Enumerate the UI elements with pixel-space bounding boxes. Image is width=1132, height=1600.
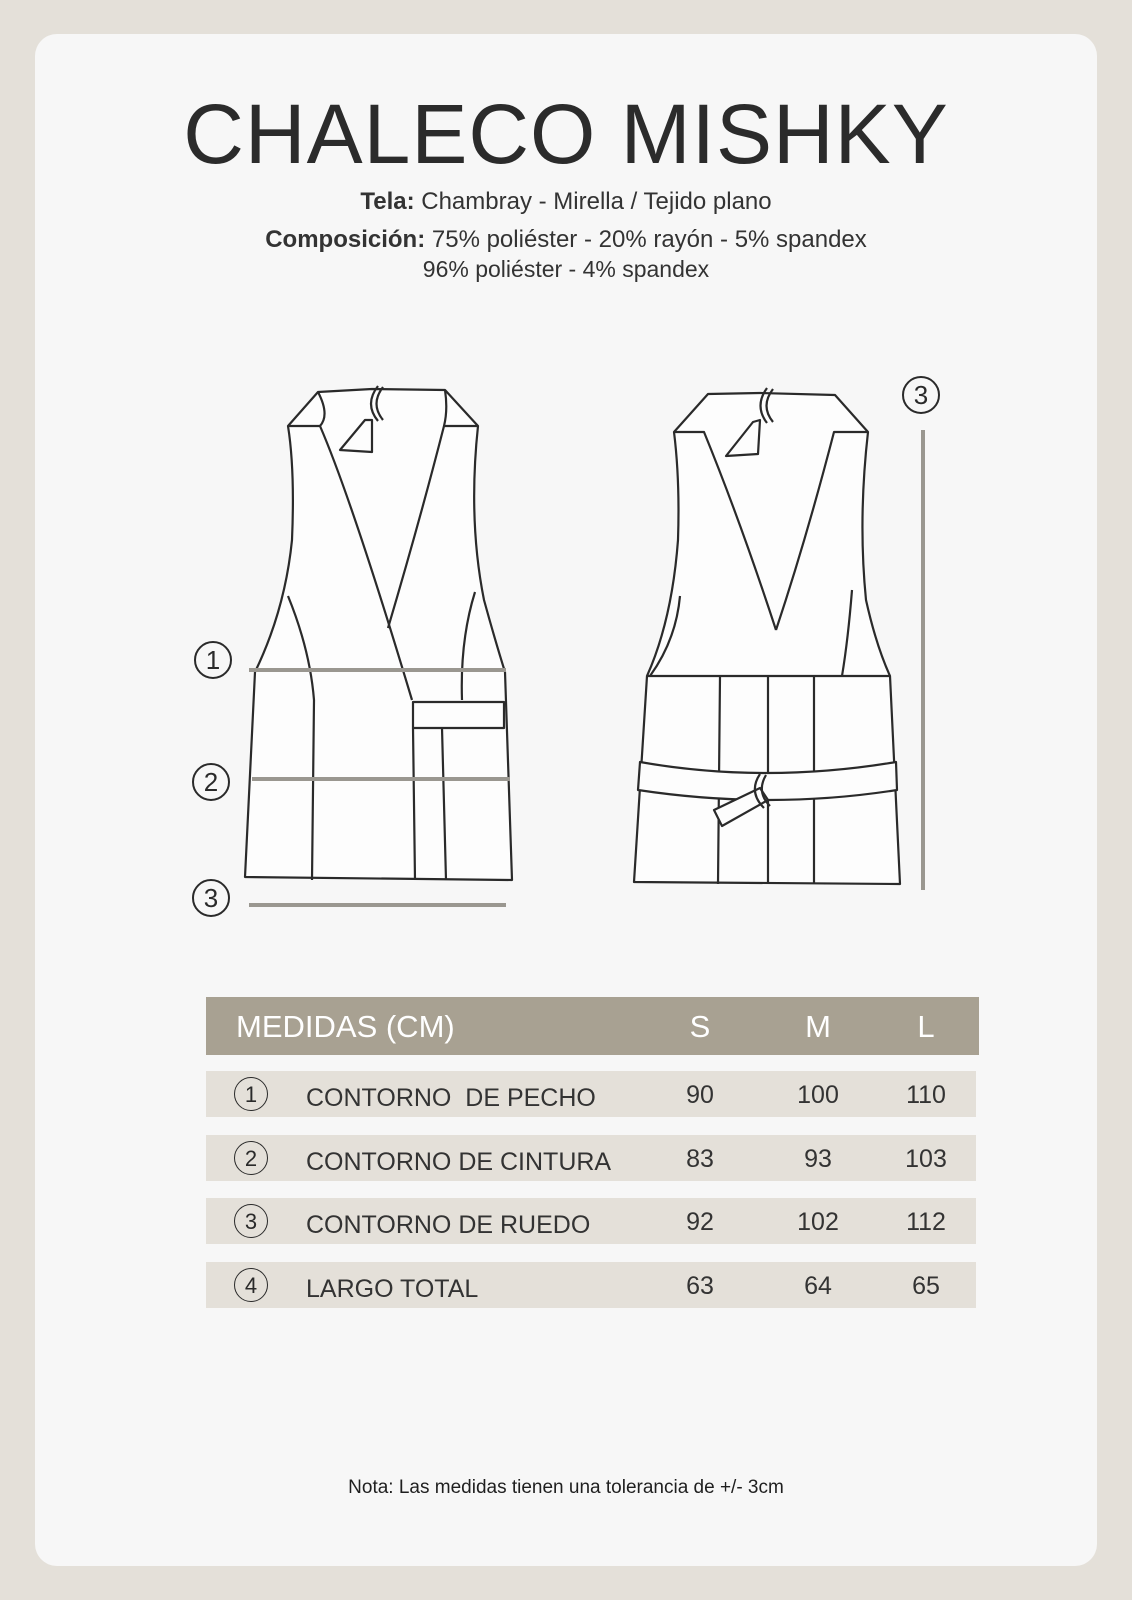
header-size-l: L	[917, 1009, 935, 1044]
row-label: CONTORNO DE PECHO	[306, 1084, 596, 1112]
row-number: 2	[234, 1141, 268, 1175]
front-vest-body	[245, 389, 512, 880]
composition-value-1: 75% poliéster - 20% rayón - 5% spandex	[431, 226, 867, 253]
product-title: CHALECO MISHKY	[183, 87, 949, 181]
row-label: CONTORNO DE RUEDO	[306, 1211, 591, 1239]
value-m: 100	[797, 1081, 839, 1109]
measurements-table-header	[206, 997, 979, 1055]
row-label: CONTORNO DE CINTURA	[306, 1148, 612, 1176]
table-row	[206, 1262, 976, 1308]
marker-1: 1	[205, 645, 221, 675]
marker-2: 2	[203, 767, 219, 797]
header-size-s: S	[689, 1009, 711, 1044]
header-size-m: M	[805, 1009, 831, 1044]
value-s: 90	[686, 1081, 714, 1109]
tolerance-note: Nota: Las medidas tienen una tolerancia de +/- 3cm	[348, 1477, 784, 1498]
fabric-value: Chambray - Mirella / Tejido plano	[421, 188, 772, 215]
value-s: 92	[686, 1208, 714, 1236]
value-m: 64	[804, 1272, 832, 1300]
value-m: 93	[804, 1145, 832, 1173]
value-l: 103	[905, 1145, 947, 1173]
value-m: 102	[797, 1208, 839, 1236]
value-l: 110	[906, 1081, 946, 1109]
row-number: 1	[234, 1077, 268, 1111]
fabric-label: Tela:	[360, 188, 415, 215]
front-pocket	[413, 702, 504, 728]
table-row	[206, 1135, 976, 1181]
table-row	[206, 1071, 976, 1117]
value-s: 63	[686, 1272, 714, 1300]
value-l: 65	[912, 1272, 940, 1300]
row-number: 4	[234, 1268, 268, 1302]
table-row	[206, 1198, 976, 1244]
composition-line-2: 96% poliéster - 4% spandex	[422, 256, 710, 282]
row-number: 3	[234, 1204, 268, 1238]
marker-3b: 3	[913, 380, 929, 410]
composition-label: Composición:	[265, 226, 426, 253]
value-l: 112	[906, 1208, 946, 1236]
header-label: MEDIDAS (CM)	[236, 1009, 455, 1044]
row-label: LARGO TOTAL	[306, 1275, 479, 1303]
marker-3: 3	[203, 883, 219, 913]
value-s: 83	[686, 1145, 714, 1173]
